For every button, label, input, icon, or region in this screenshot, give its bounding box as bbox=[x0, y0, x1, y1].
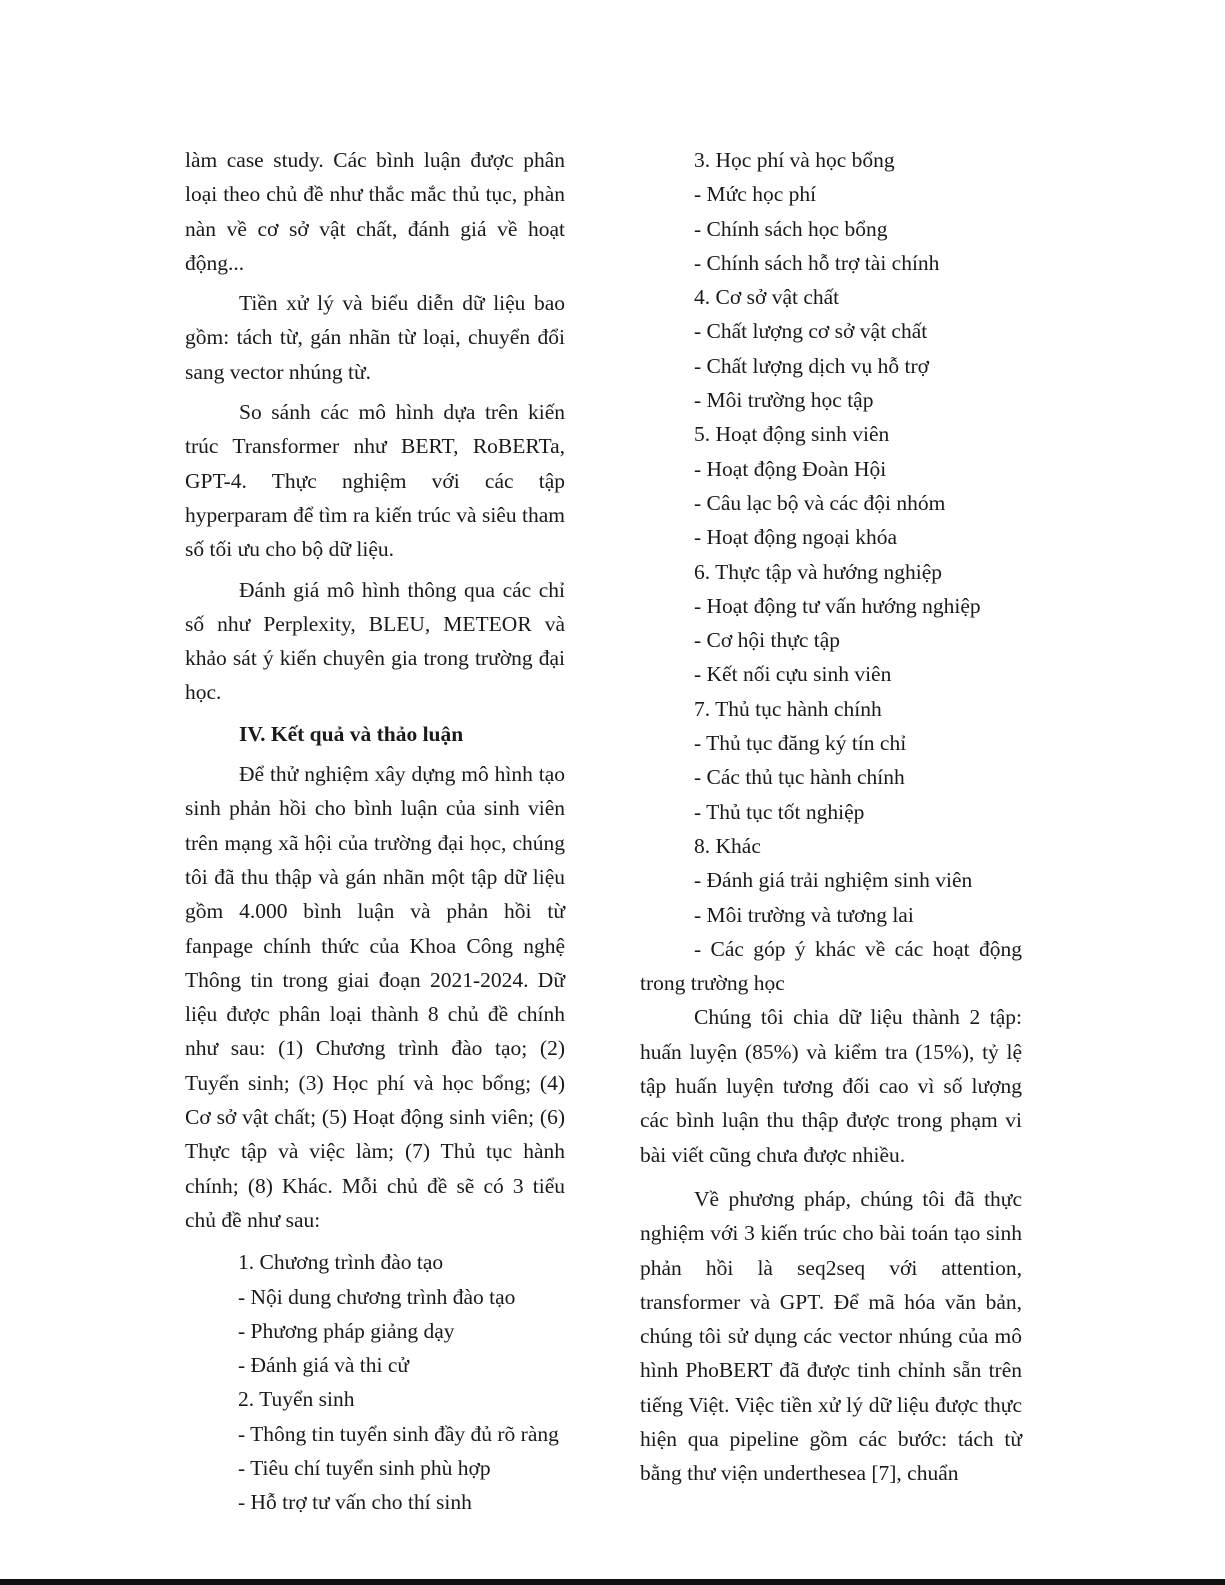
left-column bbox=[185, 143, 565, 1520]
list-item: - Thủ tục tốt nghiệp bbox=[694, 799, 865, 824]
list-item: 2. Tuyển sinh bbox=[238, 1387, 355, 1412]
list-item: - Đánh giá và thi cử bbox=[238, 1353, 410, 1378]
paragraph-case-study: làm case study. Các bình luận được phân loại theo chủ đề như thắc mắc thủ tục, phàn nàn về cơ sở vật chất, đánh giá về hoạt động... bbox=[185, 148, 565, 275]
list-item: - Câu lạc bộ và các đội nhóm bbox=[694, 490, 946, 515]
list-item: - Thủ tục đăng ký tín chỉ bbox=[694, 731, 907, 756]
list-item: - Môi trường và tương lai bbox=[694, 902, 914, 927]
bottom-border bbox=[0, 1579, 1225, 1585]
paragraph-data-split: Chúng tôi chia dữ liệu thành 2 tập: huấn luyện (85%) và kiểm tra (15%), tỷ lệ tập huấn luyện tương đối cao vì số lượng các bình luận thu thập được trong phạm vi bài viết cũng chưa được nhiều. bbox=[640, 1005, 1022, 1167]
list-item: - Mức học phí bbox=[694, 182, 817, 207]
list-item: - Phương pháp giảng dạy bbox=[238, 1318, 455, 1343]
list-item: - Môi trường học tập bbox=[694, 388, 874, 413]
list-item: 6. Thực tập và hướng nghiệp bbox=[694, 559, 943, 584]
paragraph-model-comparison: So sánh các mô hình dựa trên kiến trúc Transformer như BERT, RoBERTa, GPT-4. Thực nghiệm với các tập hyperparam để tìm ra kiến trúc và siêu tham số tối ưu cho bộ dữ liệu. bbox=[185, 400, 565, 562]
paragraph-preprocessing: Tiền xử lý và biểu diễn dữ liệu bao gồm: tách từ, gán nhãn từ loại, chuyển đổi sang vector nhúng từ. bbox=[185, 291, 565, 384]
paragraph-dataset: Để thử nghiệm xây dựng mô hình tạo sinh phản hồi cho bình luận của sinh viên trên mạng xã hội của trường đại học, chúng tôi đã thu thập và gán nhãn một tập dữ liệu gồm 4.000 bình luận và phản hồi từ fanpage chính thức của Khoa Công nghệ Thông tin trong giai đoạn 2021-2024. Dữ liệu được phân loại thành 8 chủ đề chính như sau: (1) Chương trình đào tạo; (2) Tuyển sinh; (3) Học phí và học bổng; (4) Cơ sở vật chất; (5) Hoạt động sinh viên; (6) Thực tập và việc làm; (7) Thủ tục hành chính; (8) Khác. Mỗi chủ đề sẽ có 3 tiểu chủ đề như sau: bbox=[185, 762, 565, 1232]
section-heading: IV. Kết quả và thảo luận bbox=[239, 721, 464, 746]
list-item: - Hoạt động ngoại khóa bbox=[694, 525, 898, 550]
list-item: - Đánh giá trải nghiệm sinh viên bbox=[694, 868, 973, 893]
list-item: - Cơ hội thực tập bbox=[694, 628, 841, 653]
list-item: 3. Học phí và học bổng bbox=[694, 148, 895, 172]
list-item: - Hoạt động tư vấn hướng nghiệp bbox=[694, 593, 981, 618]
list-item: - Chính sách hỗ trợ tài chính bbox=[694, 250, 940, 275]
paragraph-methodology: Về phương pháp, chúng tôi đã thực nghiệm với 3 kiến trúc cho bài toán tạo sinh phản hồi là seq2seq với attention, transformer và GPT. Để mã hóa văn bản, chúng tôi sử dụng các vector nhúng của mô hình PhoBERT đã được tinh chỉnh sẵn trên tiếng Việt. Việc tiền xử lý dữ liệu được thực hiện qua pipeline gồm các bước: tách từ bằng thư viện underthesea [7], chuẩn bbox=[640, 1186, 1022, 1486]
list-item: 5. Hoạt động sinh viên bbox=[694, 422, 890, 447]
list-item: 8. Khác bbox=[694, 833, 761, 858]
paragraph-evaluation: Đánh giá mô hình thông qua các chỉ số như Perplexity, BLEU, METEOR và khảo sát ý kiến chuyên gia trong trường đại học. bbox=[185, 577, 565, 705]
list-item: - Chính sách học bổng bbox=[694, 216, 888, 241]
list-item: 4. Cơ sở vật chất bbox=[694, 285, 840, 310]
list-item: - Nội dung chương trình đào tạo bbox=[238, 1284, 516, 1309]
list-item: - Hỗ trợ tư vấn cho thí sinh bbox=[238, 1490, 472, 1515]
list-item: - Chất lượng dịch vụ hỗ trợ bbox=[694, 353, 930, 378]
list-item: - Kết nối cựu sinh viên bbox=[694, 662, 892, 687]
list-item: - Các thủ tục hành chính bbox=[694, 765, 905, 790]
right-column bbox=[640, 143, 1022, 1491]
list-item: - Chất lượng cơ sở vật chất bbox=[694, 319, 928, 344]
list-item: - Thông tin tuyển sinh đầy đủ rõ ràng bbox=[238, 1421, 559, 1446]
list-item: - Tiêu chí tuyển sinh phù hợp bbox=[238, 1455, 491, 1480]
list-item: 7. Thủ tục hành chính bbox=[694, 696, 882, 721]
list-item: 1. Chương trình đào tạo bbox=[238, 1250, 444, 1275]
list-item: - Hoạt động Đoàn Hội bbox=[694, 456, 887, 481]
topic-list-left bbox=[185, 1245, 565, 1519]
topic-list-right bbox=[640, 143, 1022, 932]
list-item-other-feedback: - Các góp ý khác về các hoạt động trong trường học bbox=[640, 936, 1022, 996]
